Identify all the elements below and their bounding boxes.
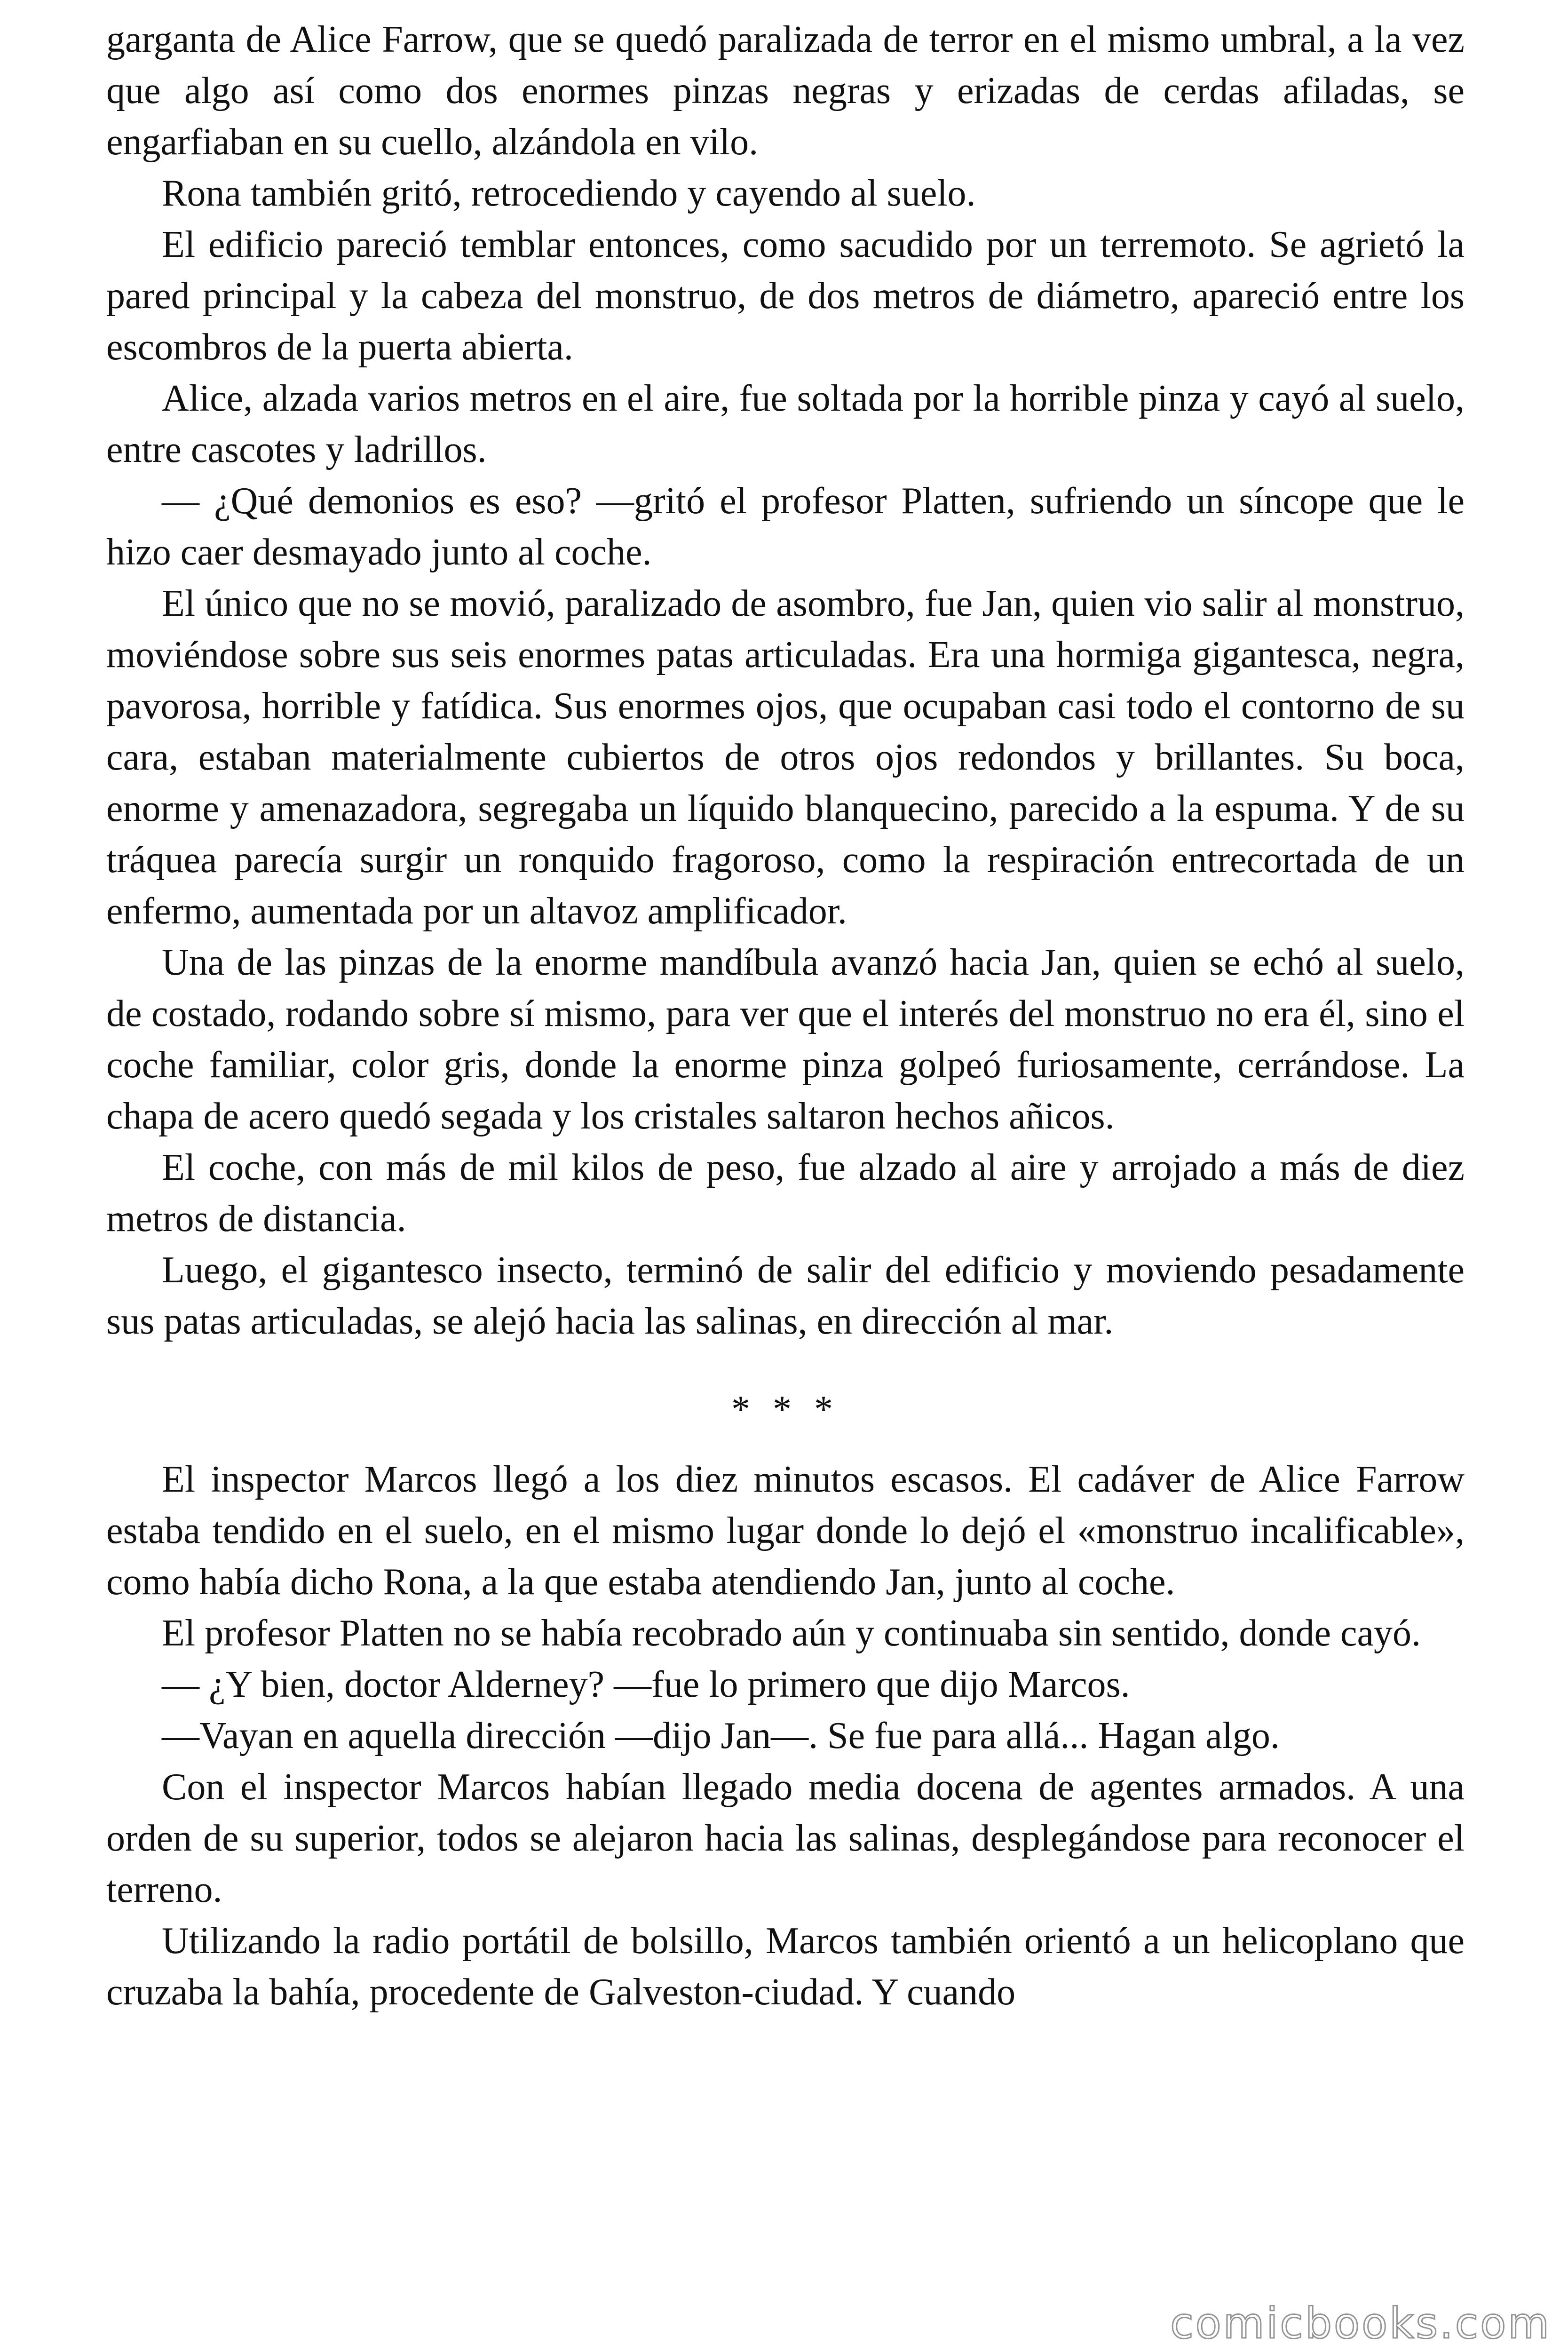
paragraph: El coche, con más de mil kilos de peso, fue alzado al aire y arrojado a más de diez metros de distancia. [106,1147,1465,1240]
paragraph: Con el inspector Marcos habían llegado media docena de agentes armados. A una orden de su superior, todos se alejaron hacia las salinas, desplegándose para reconocer el terreno. [106,1766,1465,1910]
paragraph: Luego, el gigantesco insecto, terminó de salir del edificio y moviendo pesadamente sus patas articuladas, se alejó hacia las salinas, en dirección al mar. [106,1249,1465,1342]
paragraph: garganta de Alice Farrow, que se quedó paralizada de terror en el mismo umbral, a la vez que algo así como dos enormes pinzas negras y erizadas de cerdas afiladas, se engarfiaban en su cuello, alzándola en vilo. [106,19,1465,163]
paragraph: Utilizando la radio portátil de bolsillo, Marcos también orientó a un helicoplano que cruzaba la bahía, procedente de Galveston-ciudad. Y cuando [106,1920,1465,2013]
book-page-text [106,14,1465,2018]
paragraph: El profesor Platten no se había recobrado aún y continuaba sin sentido, donde cayó. [162,1613,1421,1654]
paragraph: — ¿Qué demonios es eso? —gritó el profesor Platten, sufriendo un síncope que le hizo caer desmayado junto al coche. [106,480,1465,573]
watermark: comicbooks.com [1170,2299,1551,2348]
paragraph: El edificio pareció temblar entonces, como sacudido por un terremoto. Se agrietó la pared principal y la cabeza del monstruo, de dos metros de diámetro, apareció entre los escombros de la puerta abierta. [106,224,1465,368]
paragraph: Una de las pinzas de la enorme mandíbula avanzó hacia Jan, quien se echó al suelo, de costado, rodando sobre sí mismo, para ver que el interés del monstruo no era él, sino el coche familiar, color gris, donde la enorme pinza golpeó furiosamente, cerrándose. La chapa de acero quedó segada y los cristales saltaron hechos añicos. [106,942,1465,1137]
paragraph: — ¿Y bien, doctor Alderney? —fue lo primero que dijo Marcos. [162,1664,1130,1705]
paragraph: El inspector Marcos llegó a los diez minutos escasos. El cadáver de Alice Farrow estaba tendido en el suelo, en el mismo lugar donde lo dejó el «monstruo incalificable», como había dicho Rona, a la que estaba atendiendo Jan, junto al coche. [106,1459,1465,1603]
paragraph: El único que no se movió, paralizado de asombro, fue Jan, quien vio salir al monstruo, moviéndose sobre sus seis enormes patas articuladas. Era una hormiga gigantesca, negra, pavorosa, horrible y fatídica. Sus enormes ojos, que ocupaban casi todo el contorno de su cara, estaban materialmente cubiertos de otros ojos redondos y brillantes. Su boca, enorme y amenazadora, segregaba un líquido blanquecino, parecido a la espuma. Y de su tráquea parecía surgir un ronquido fragoroso, como la respiración entrecortada de un enfermo, aumentada por un altavoz amplificador. [106,583,1465,932]
paragraph: Alice, alzada varios metros en el aire, fue soltada por la horrible pinza y cayó al suelo, entre cascotes y ladrillos. [106,378,1465,470]
section-separator: * * * [731,1389,839,1430]
paragraph: Rona también gritó, retrocediendo y cayendo al suelo. [162,173,976,214]
paragraph: —Vayan en aquella dirección —dijo Jan—. Se fue para allá... Hagan algo. [162,1715,1280,1756]
